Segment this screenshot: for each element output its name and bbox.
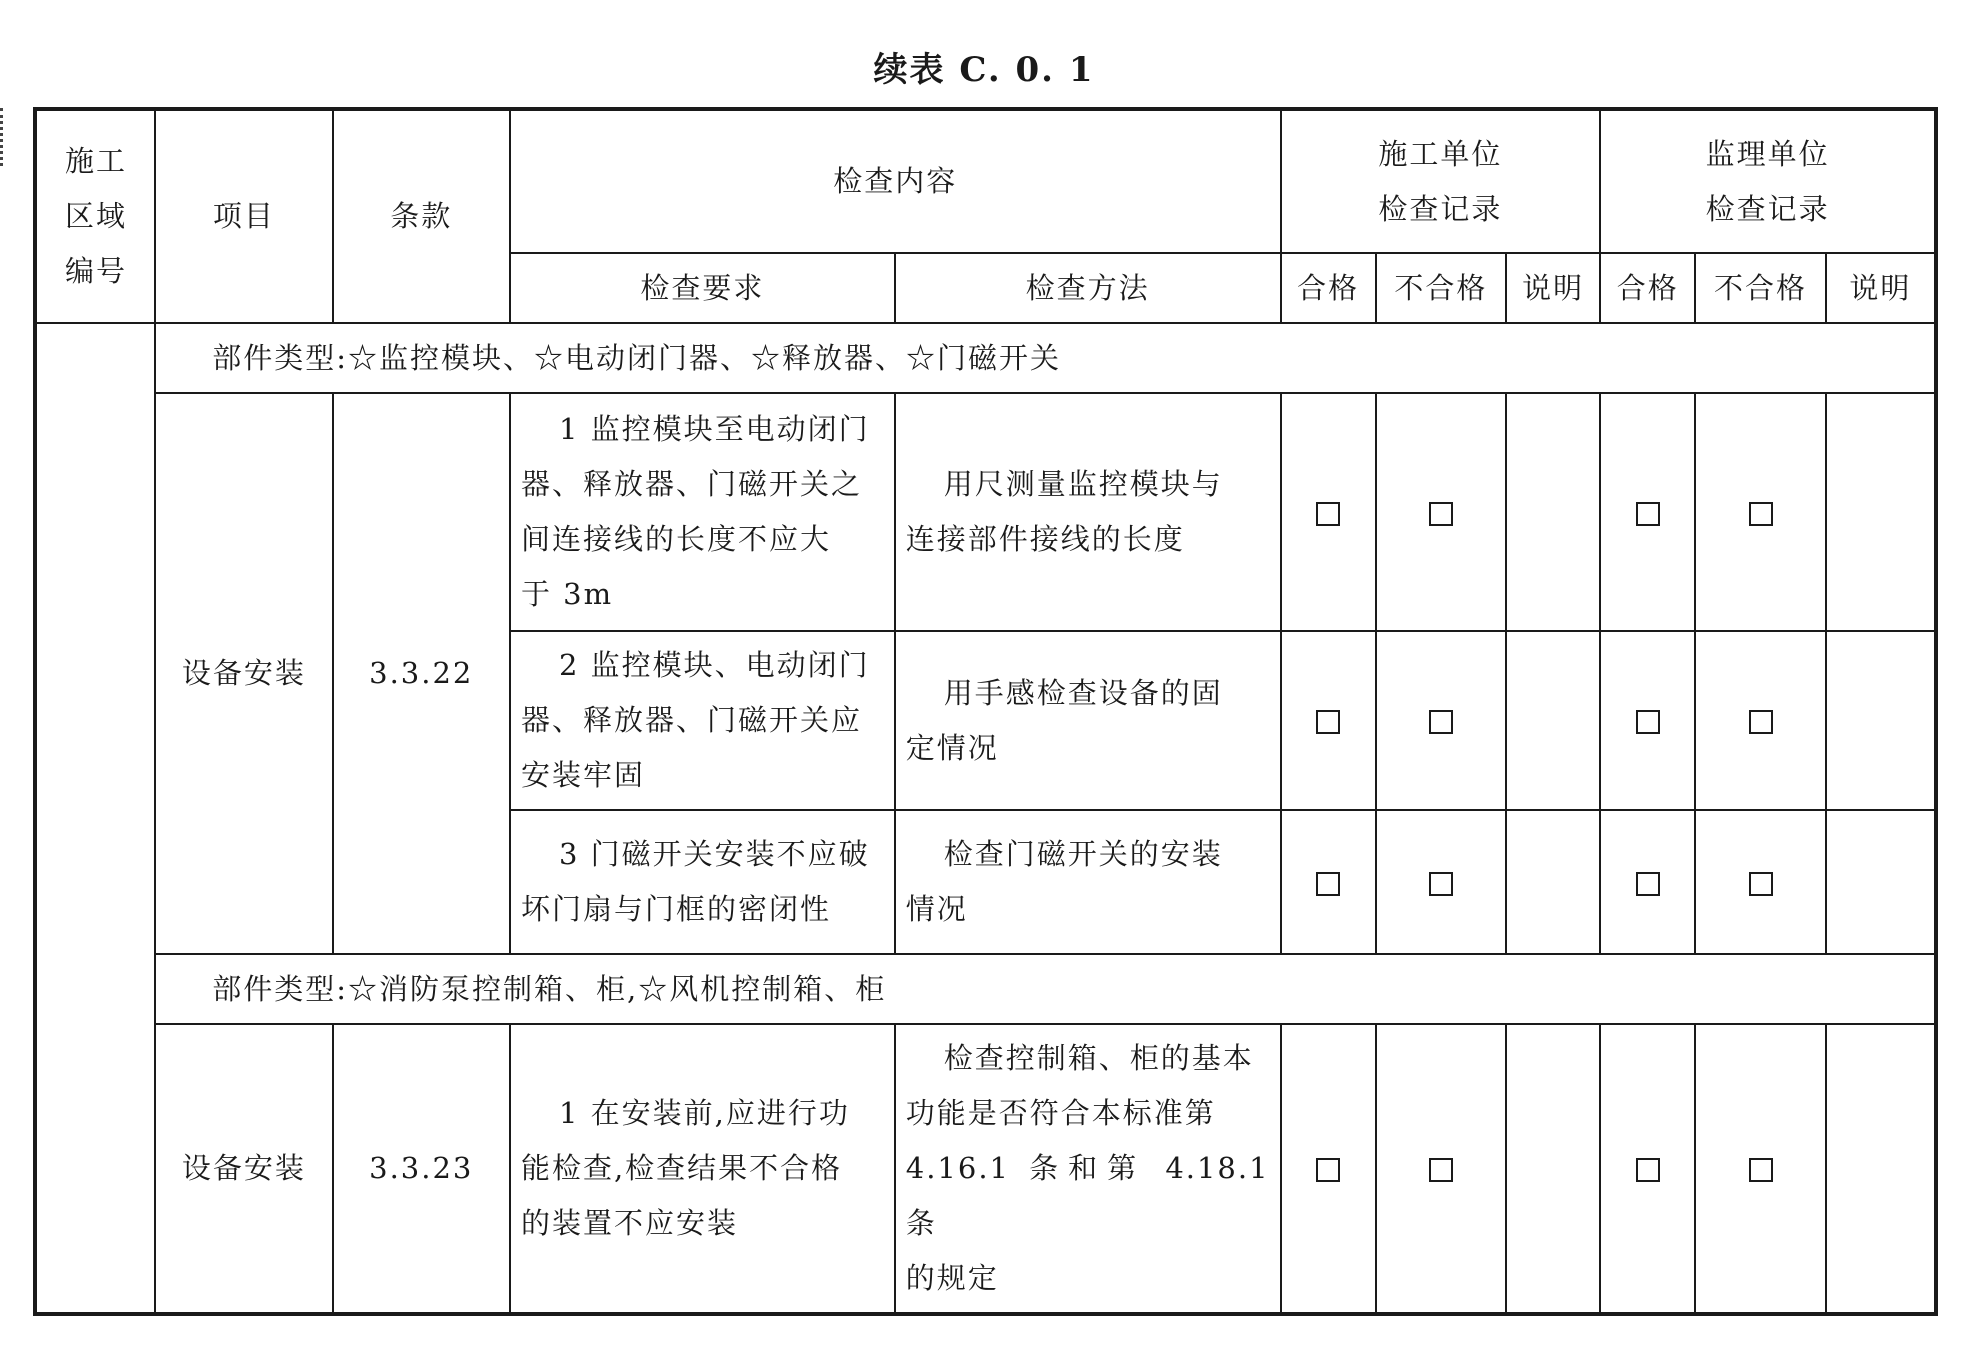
supervision-pass-cell	[1600, 393, 1695, 631]
requirement-line: 1 在安装前,应进行功	[558, 1096, 850, 1130]
method-line: 用尺测量监控模块与	[943, 467, 1223, 501]
checkbox[interactable]	[1429, 502, 1453, 526]
construction-note-cell[interactable]	[1506, 810, 1600, 954]
header-content: 检查内容	[510, 109, 1281, 253]
header-supervision-record	[1600, 109, 1936, 253]
supervision-pass-cell	[1600, 1024, 1695, 1314]
method-line: 检查门磁开关的安装	[943, 837, 1223, 871]
header-area-line3: 编号	[65, 254, 128, 288]
checkbox[interactable]	[1316, 710, 1340, 734]
method-line: 功能是否符合本标准第	[905, 1096, 1216, 1130]
margin-mark	[0, 108, 9, 166]
supervision-fail-cell	[1695, 1024, 1825, 1314]
supervision-fail-cell	[1695, 631, 1825, 810]
construction-fail-cell	[1376, 393, 1506, 631]
header-construction-record	[1281, 109, 1601, 253]
checkbox[interactable]	[1316, 1158, 1340, 1182]
construction-pass-cell	[1281, 393, 1376, 631]
inspection-table	[33, 107, 1938, 1316]
header-supervision-pass: 合格	[1600, 253, 1695, 323]
category-row	[35, 954, 1936, 1024]
category-label: 部件类型:☆监控模块、☆电动闭门器、☆释放器、☆门磁开关	[155, 323, 1936, 393]
method-line: 情况	[905, 892, 968, 926]
header-construction-pass: 合格	[1281, 253, 1376, 323]
method-cell	[895, 1024, 1281, 1314]
checkbox[interactable]	[1316, 502, 1340, 526]
table-row	[35, 393, 1936, 631]
method-line: 4.16.1 条和第 4.18.1 条	[905, 1151, 1270, 1240]
method-cell	[895, 631, 1281, 810]
method-line: 用手感检查设备的固	[943, 675, 1223, 710]
header-requirement: 检查要求	[510, 253, 895, 323]
checkbox[interactable]	[1636, 710, 1660, 734]
supervision-pass-cell	[1600, 631, 1695, 810]
construction-note-cell[interactable]	[1506, 1024, 1600, 1314]
header-construction-note: 说明	[1506, 253, 1600, 323]
item-cell: 设备安装	[155, 1024, 332, 1314]
supervision-pass-cell	[1600, 810, 1695, 954]
header-item: 项目	[155, 109, 332, 323]
supervision-note-cell[interactable]	[1826, 810, 1936, 954]
requirement-line: 3 门磁开关安装不应破	[558, 837, 870, 871]
clause-cell: 3.3.23	[333, 1024, 510, 1314]
header-construction-line1: 施工单位	[1378, 136, 1503, 171]
requirement-line: 能检查,检查结果不合格	[520, 1151, 843, 1185]
checkbox[interactable]	[1636, 502, 1660, 526]
construction-pass-cell	[1281, 1024, 1376, 1314]
header-supervision-note: 说明	[1826, 253, 1936, 323]
construction-fail-cell	[1376, 810, 1506, 954]
supervision-fail-cell	[1695, 810, 1825, 954]
requirement-line: 2 监控模块、电动闭门	[558, 648, 870, 682]
method-line: 连接部件接线的长度	[905, 522, 1185, 556]
method-line: 的规定	[905, 1261, 999, 1295]
header-supervision-line1: 监理单位	[1705, 136, 1830, 171]
requirement-line: 于 3m	[520, 577, 614, 611]
construction-note-cell[interactable]	[1506, 393, 1600, 631]
checkbox[interactable]	[1316, 872, 1340, 896]
checkbox[interactable]	[1749, 872, 1773, 896]
header-area-code	[35, 109, 155, 323]
requirement-cell	[510, 810, 895, 954]
header-method: 检查方法	[895, 253, 1281, 323]
header-area-line2: 区域	[65, 199, 128, 233]
construction-pass-cell	[1281, 631, 1376, 810]
requirement-cell	[510, 631, 895, 810]
category-label: 部件类型:☆消防泵控制箱、柜,☆风机控制箱、柜	[155, 954, 1936, 1024]
header-clause: 条款	[333, 109, 510, 323]
table-row	[35, 1024, 1936, 1314]
construction-pass-cell	[1281, 810, 1376, 954]
requirement-line: 间连接线的长度不应大	[520, 522, 831, 556]
checkbox[interactable]	[1429, 710, 1453, 734]
supervision-note-cell[interactable]	[1826, 631, 1936, 810]
checkbox[interactable]	[1429, 872, 1453, 896]
header-supervision-fail: 不合格	[1695, 253, 1825, 323]
header-construction-line2: 检查记录	[1378, 191, 1503, 226]
requirement-line: 器、释放器、门磁开关应	[520, 703, 862, 737]
header-supervision-line2: 检查记录	[1705, 191, 1830, 226]
requirement-line: 坏门扇与门框的密闭性	[520, 892, 831, 926]
supervision-fail-cell	[1695, 393, 1825, 631]
header-construction-fail: 不合格	[1376, 253, 1506, 323]
checkbox[interactable]	[1749, 710, 1773, 734]
header-area-line1: 施工	[65, 144, 128, 178]
requirement-line: 器、释放器、门磁开关之	[520, 467, 862, 501]
method-line: 检查控制箱、柜的基本	[943, 1041, 1254, 1075]
method-cell	[895, 393, 1281, 631]
requirement-cell	[510, 1024, 895, 1314]
category-row	[35, 323, 1936, 393]
checkbox[interactable]	[1636, 872, 1660, 896]
requirement-line: 1 监控模块至电动闭门	[558, 412, 870, 446]
item-cell: 设备安装	[155, 393, 332, 954]
construction-fail-cell	[1376, 631, 1506, 810]
method-cell	[895, 810, 1281, 954]
supervision-note-cell[interactable]	[1826, 393, 1936, 631]
requirement-line: 的装置不应安装	[520, 1206, 738, 1240]
header-row-1	[35, 109, 1936, 253]
construction-fail-cell	[1376, 1024, 1506, 1314]
supervision-note-cell[interactable]	[1826, 1024, 1936, 1314]
checkbox[interactable]	[1749, 1158, 1773, 1182]
method-line: 定情况	[905, 730, 999, 765]
clause-cell: 3.3.22	[333, 393, 510, 954]
table-title: 续表 C. 0. 1	[873, 50, 1095, 90]
construction-note-cell[interactable]	[1506, 631, 1600, 810]
checkbox[interactable]	[1429, 1158, 1453, 1182]
area-code-cell	[35, 323, 155, 1314]
requirement-cell	[510, 393, 895, 631]
checkbox[interactable]	[1749, 502, 1773, 526]
requirement-line: 安装牢固	[520, 758, 645, 792]
checkbox[interactable]	[1636, 1158, 1660, 1182]
